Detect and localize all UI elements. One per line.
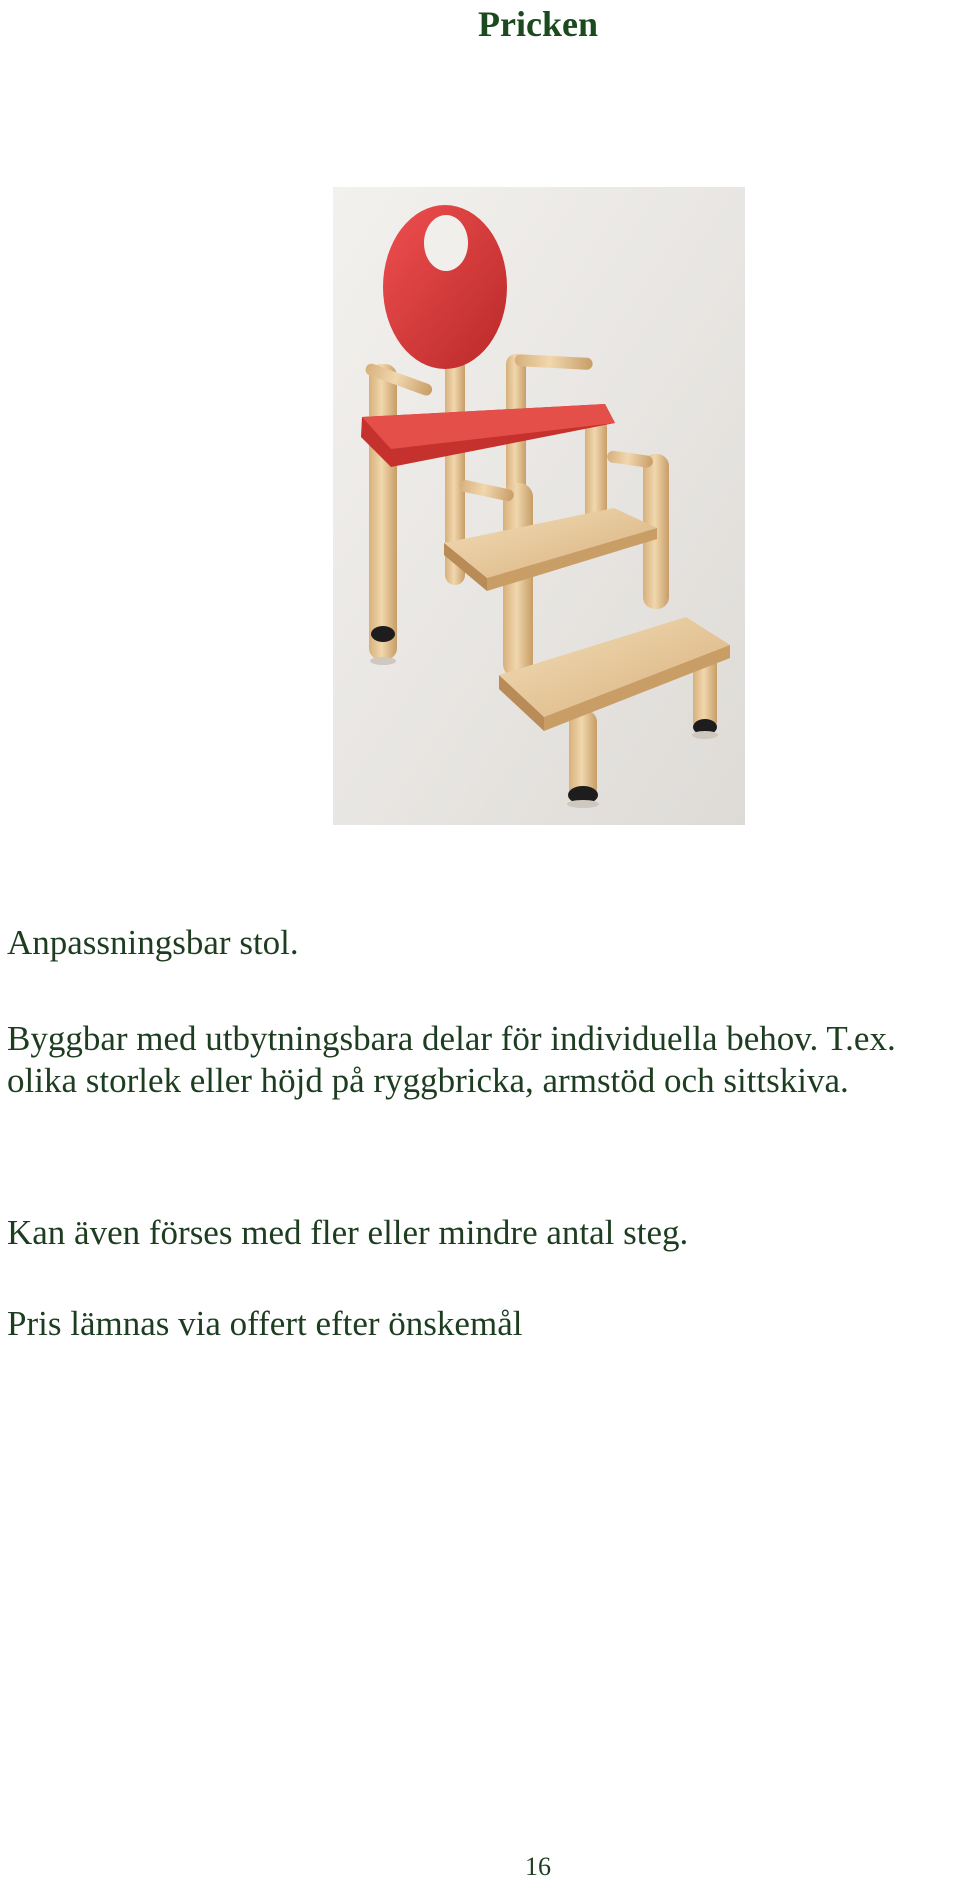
paragraph-2: Byggbar med utbytningsbara delar för individuella behov. T.ex. olika storlek eller höjd på ryggbricka, armstöd och sittskiva. [7,1019,896,1100]
paragraph-4: Pris lämnas via offert efter önskemål [7,1304,523,1343]
paragraph-3: Kan även förses med fler eller mindre antal steg. [7,1213,689,1252]
chair-photo [333,187,745,825]
paragraph-1: Anpassningsbar stol. [7,923,299,962]
page-title: Pricken [478,4,598,44]
page-number: 16 [525,1852,551,1881]
chair-illustration [333,187,745,825]
